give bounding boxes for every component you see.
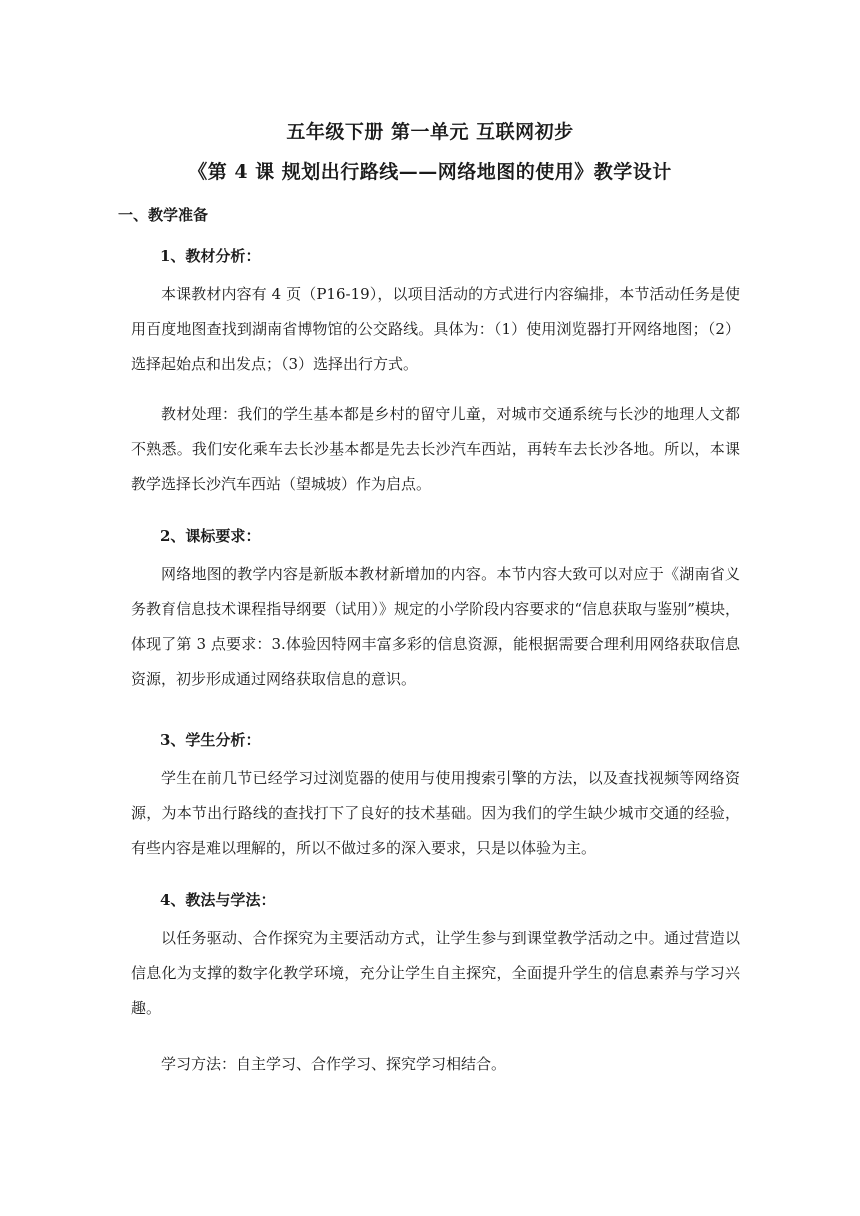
paragraph-textbook-handling: 教材处理：我们的学生基本都是乡村的留守儿童，对城市交通系统与长沙的地理人文都不熟悉。我们安化乘车去长沙基本都是先去长沙汽车西站，再转车去长沙各地。所以，本课教学选择长沙汽车西站（望城坡）作为启点。 [131, 405, 740, 493]
subheading-student-analysis: 3、学生分析： [160, 731, 261, 749]
paragraph-teaching-methods: 以任务驱动、合作探究为主要活动方式，让学生参与到课堂教学活动之中。通过营造以信息化为支撑的数字化教学环境，充分让学生自主探究，全面提升学生的信息素养与学习兴趣。 [131, 929, 740, 1017]
subheading-curriculum-requirements: 2、课标要求： [160, 527, 261, 545]
subheading-textbook-analysis: 1、教材分析： [160, 247, 261, 265]
subheading-teaching-methods: 4、教法与学法： [160, 891, 276, 909]
document-title-line1: 五年级下册 第一单元 互联网初步 [286, 121, 574, 143]
paragraph-student-analysis: 学生在前几节已经学习过浏览器的使用与使用搜索引擎的方法，以及查找视频等网络资源，为本节出行路线的查找打下了良好的技术基础。因为我们的学生缺少城市交通的经验，有些内容是难以理解的，所以不做过多的深入要求，只是以体验为主。 [131, 769, 740, 857]
paragraph-textbook-content: 本课教材内容有 4 页（P16-19），以项目活动的方式进行内容编排，本节活动任务是使用百度地图查找到湖南省博物馆的公交路线。具体为：（1）使用浏览器打开网络地图；（2）选择起始点和出发点；（3）选择出行方式。 [131, 285, 740, 373]
paragraph-learning-methods: 学习方法：自主学习、合作学习、探究学习相结合。 [161, 1055, 507, 1073]
section-heading-preparation: 一、教学准备 [118, 206, 209, 224]
document-title-line2: 《第 4 课 规划出行路线——网络地图的使用》教学设计 [188, 161, 672, 183]
paragraph-curriculum-requirements: 网络地图的教学内容是新版本教材新增加的内容。本节内容大致可以对应于《湖南省义务教育信息技术课程指导纲要（试用）》规定的小学阶段内容要求的“信息获取与鉴别”模块，体现了第 3 点要求：3.体验因特网丰富多彩的信息资源，能根据需要合理利用网络获取信息资源，初步形成通过网络获取信息的意识。 [131, 565, 740, 688]
